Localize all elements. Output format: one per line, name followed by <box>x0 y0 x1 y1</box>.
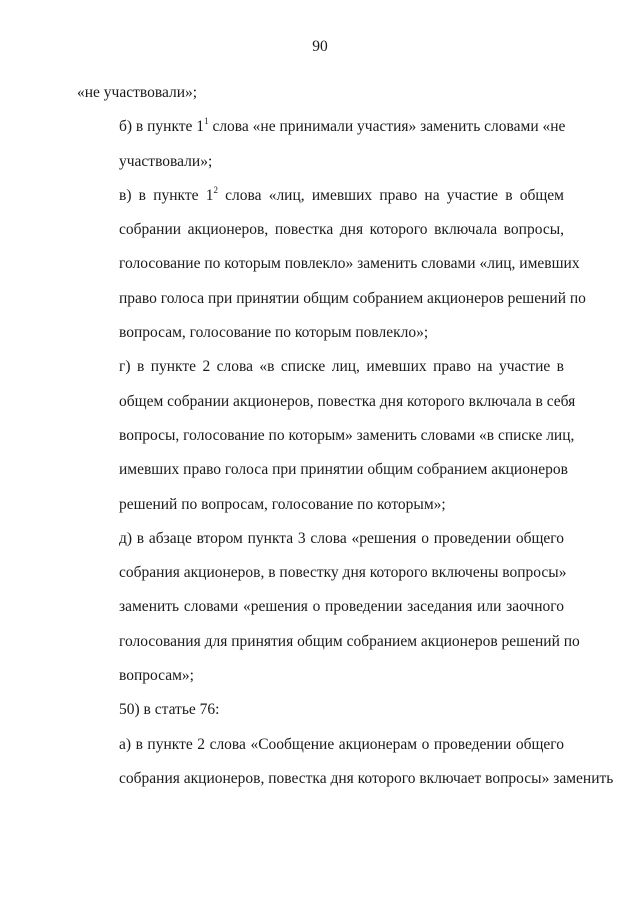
text-line: а) в пункте 2 слова «Сообщение акционерам о проведении общего <box>119 735 564 753</box>
text-segment: слова «не принимали участия» заменить словами «не <box>208 118 566 136</box>
paragraph-item-v <box>77 179 586 350</box>
text-line: голосования для принятия общим собранием акционеров решений по <box>119 632 580 650</box>
text-line: вопросам, голосование по которым повлекло»; <box>119 324 429 342</box>
text-line: 50) в статье 76: <box>119 701 220 719</box>
text-line: собрания акционеров, в повестку дня которого включены вопросы» <box>119 564 567 582</box>
text-line: право голоса при принятии общим собранием акционеров решений по <box>119 289 586 307</box>
superscript: 2 <box>213 184 218 195</box>
text-line: имевших право голоса при принятии общим собранием акционеров <box>119 461 568 479</box>
paragraph-item-a <box>77 728 614 797</box>
text-line: участвовали»; <box>119 152 213 170</box>
paragraph-item-b <box>77 110 564 179</box>
document-body <box>77 76 614 796</box>
text-line: вопросам»; <box>119 667 194 685</box>
text-segment: в) в пункте 1 <box>119 186 214 204</box>
text-line: заменить словами «решения о проведении заседания или заочного <box>119 598 564 616</box>
superscript: 1 <box>204 116 209 127</box>
paragraph-item-d <box>77 522 580 693</box>
text-line: г) в пункте 2 слова «в списке лиц, имевших право на участие в <box>119 358 564 376</box>
paragraph-continuation <box>77 76 564 110</box>
text-line: вопросы, голосование по которым» заменить словами «в списке лиц, <box>119 426 575 444</box>
text-segment: б) в пункте 1 <box>119 118 205 136</box>
text-line: д) в абзаце втором пункта 3 слова «решения о проведении общего <box>119 529 564 547</box>
text-line: «не участвовали»; <box>77 84 198 101</box>
page-number: 90 <box>312 38 328 55</box>
text-segment: слова «лиц, имевших право на участие в общем <box>217 186 564 204</box>
text-line: собрании акционеров, повестка дня которого включала вопросы, <box>119 221 564 239</box>
text-line <box>77 110 564 144</box>
text-line: решений по вопросам, голосование по которым»; <box>119 495 446 513</box>
paragraph-item-50 <box>77 693 564 727</box>
text-line: собрания акционеров, повестка дня которого включает вопросы» заменить <box>119 769 614 787</box>
paragraph-item-g <box>77 350 576 521</box>
text-line: голосование по которым повлекло» заменить словами «лиц, имевших <box>119 255 580 273</box>
text-line <box>77 179 564 213</box>
text-line: общем собрании акционеров, повестка дня которого включала в себя <box>119 392 576 410</box>
